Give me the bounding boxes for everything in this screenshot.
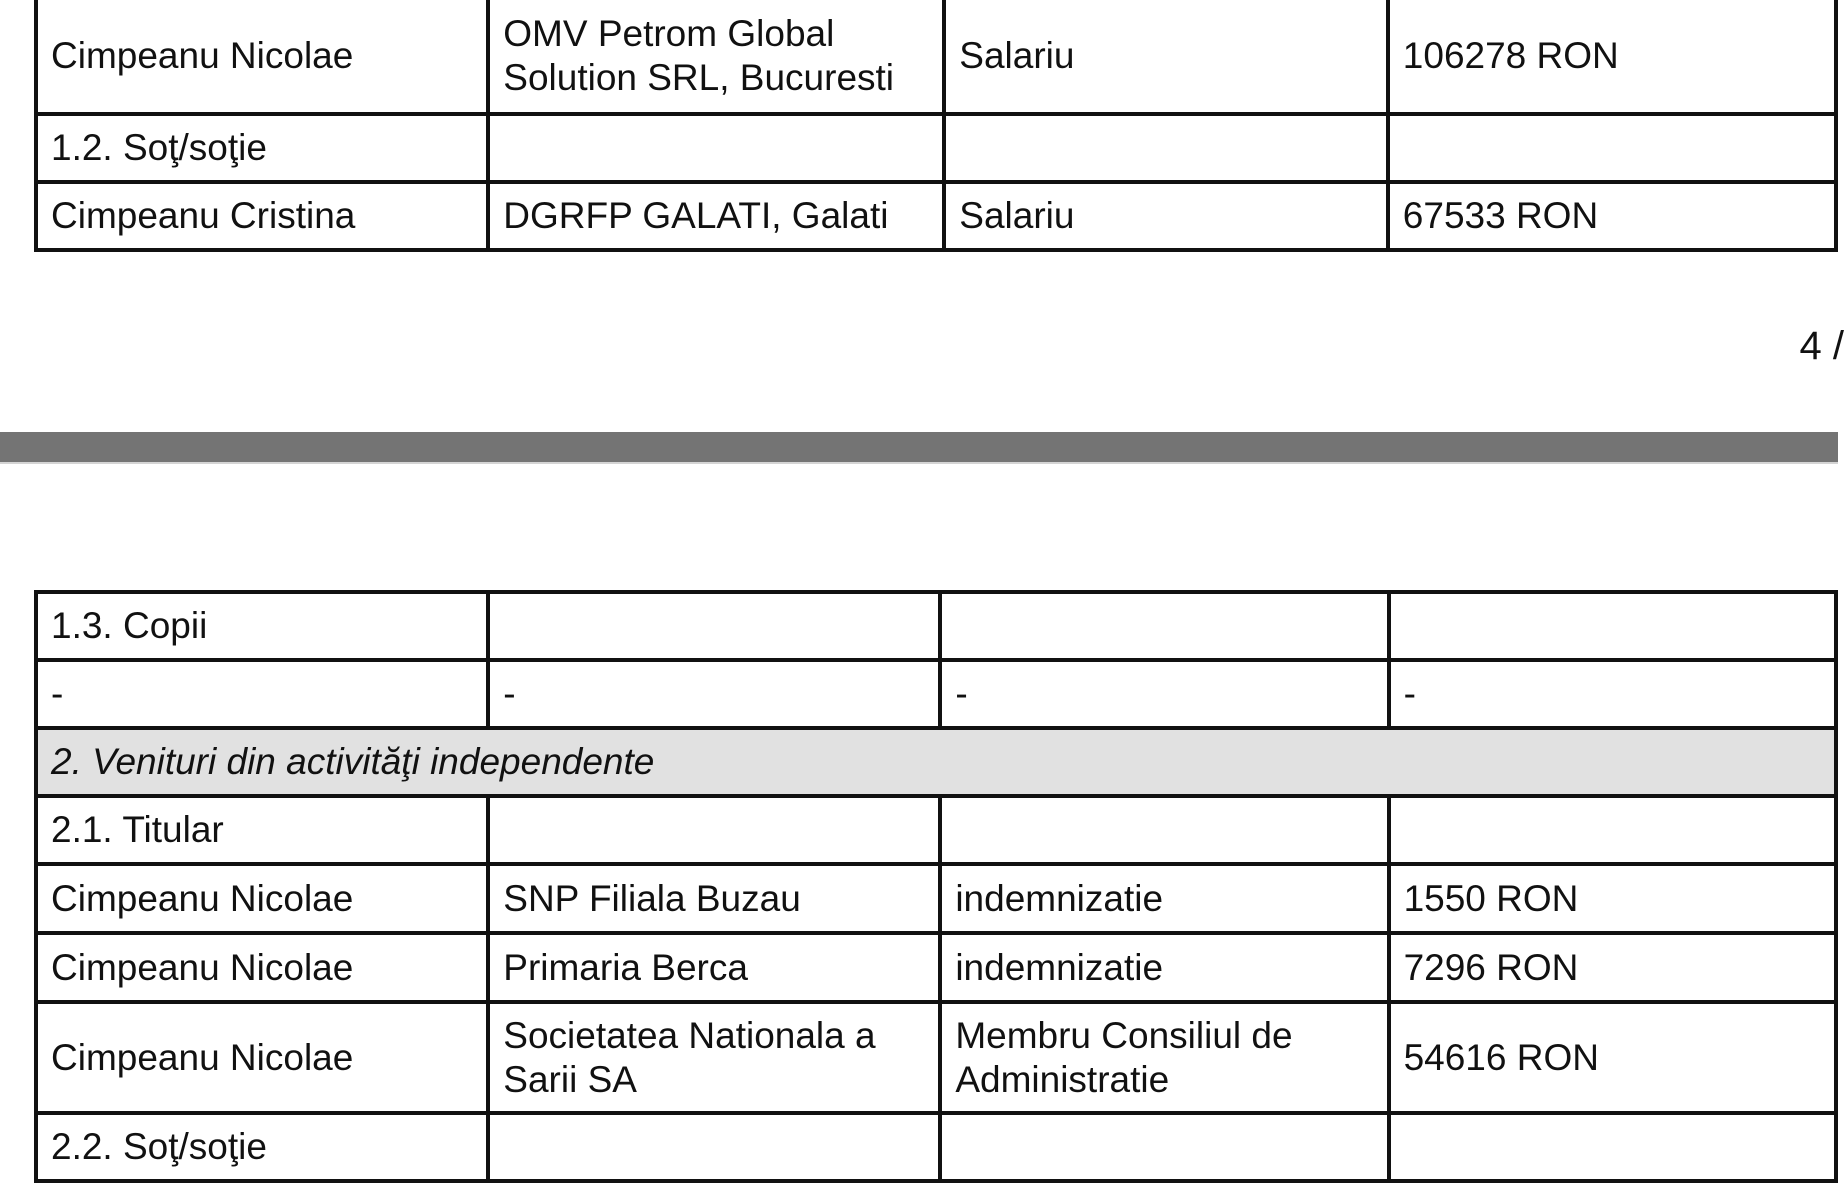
section-header-row xyxy=(36,728,1836,796)
table-cell-owner: Cimpeanu Nicolae xyxy=(36,933,488,1002)
table-cell-source: Societatea Nationala a Sarii SA xyxy=(488,1002,940,1113)
table-row xyxy=(36,182,1836,250)
table-cell-source: Primaria Berca xyxy=(488,933,940,1002)
section-title: 2. Venituri din activităţi independente xyxy=(36,728,1836,796)
table-cell-service: - xyxy=(940,660,1388,728)
table-cell-source xyxy=(488,796,940,864)
table-cell-owner: Cimpeanu Cristina xyxy=(36,182,488,250)
table-cell-service: Salariu xyxy=(944,182,1388,250)
table-cell-owner: 1.3. Copii xyxy=(36,592,488,660)
table-cell-owner: Cimpeanu Nicolae xyxy=(36,1002,488,1113)
table-cell-source xyxy=(488,1113,940,1181)
table-cell-owner: Cimpeanu Nicolae xyxy=(36,864,488,933)
table-cell-owner: - xyxy=(36,660,488,728)
table-cell-source: DGRFP GALATI, Galati xyxy=(488,182,944,250)
table-cell-amount: 7296 RON xyxy=(1389,933,1836,1002)
table-cell-service: indemnizatie xyxy=(940,864,1388,933)
table-row xyxy=(36,660,1836,728)
table-cell-service: Membru Consiliul de Administratie xyxy=(940,1002,1388,1113)
table-row xyxy=(36,592,1836,660)
document-page-5 xyxy=(0,464,1838,1167)
table-row xyxy=(36,933,1836,1002)
table-cell-service xyxy=(940,592,1388,660)
table-cell-amount: 67533 RON xyxy=(1388,182,1836,250)
table-cell-service xyxy=(944,114,1388,182)
income-table-bottom xyxy=(34,590,1838,1183)
table-cell-owner: Cimpeanu Nicolae xyxy=(36,0,488,114)
table-cell-service: Salariu xyxy=(944,0,1388,114)
table-row xyxy=(36,864,1836,933)
table-cell-amount xyxy=(1388,114,1836,182)
table-row xyxy=(36,1113,1836,1181)
table-cell-source: OMV Petrom Global Solution SRL, Bucuresti xyxy=(488,0,944,114)
table-cell-owner: 2.2. Soţ/soţie xyxy=(36,1113,488,1181)
table-cell-source: - xyxy=(488,660,940,728)
table-row xyxy=(36,114,1836,182)
table-cell-amount: 106278 RON xyxy=(1388,0,1836,114)
table-cell-service xyxy=(940,1113,1388,1181)
table-row xyxy=(36,796,1836,864)
table-cell-amount xyxy=(1389,592,1836,660)
table-row xyxy=(36,1002,1836,1113)
table-cell-amount: 54616 RON xyxy=(1389,1002,1836,1113)
table-cell-service xyxy=(940,796,1388,864)
document-page-4 xyxy=(0,0,1844,432)
table-cell-owner: 2.1. Titular xyxy=(36,796,488,864)
table-cell-amount: - xyxy=(1389,660,1836,728)
table-cell-owner: 1.2. Soţ/soţie xyxy=(36,114,488,182)
page-separator xyxy=(0,432,1838,462)
page-number: 4 / xyxy=(1799,324,1844,368)
table-cell-source xyxy=(488,592,940,660)
table-cell-amount xyxy=(1389,796,1836,864)
table-cell-amount: 1550 RON xyxy=(1389,864,1836,933)
table-cell-amount xyxy=(1389,1113,1836,1181)
table-cell-service: indemnizatie xyxy=(940,933,1388,1002)
income-table-top xyxy=(34,0,1838,252)
table-row xyxy=(36,0,1836,114)
table-cell-source: SNP Filiala Buzau xyxy=(488,864,940,933)
table-cell-source xyxy=(488,114,944,182)
